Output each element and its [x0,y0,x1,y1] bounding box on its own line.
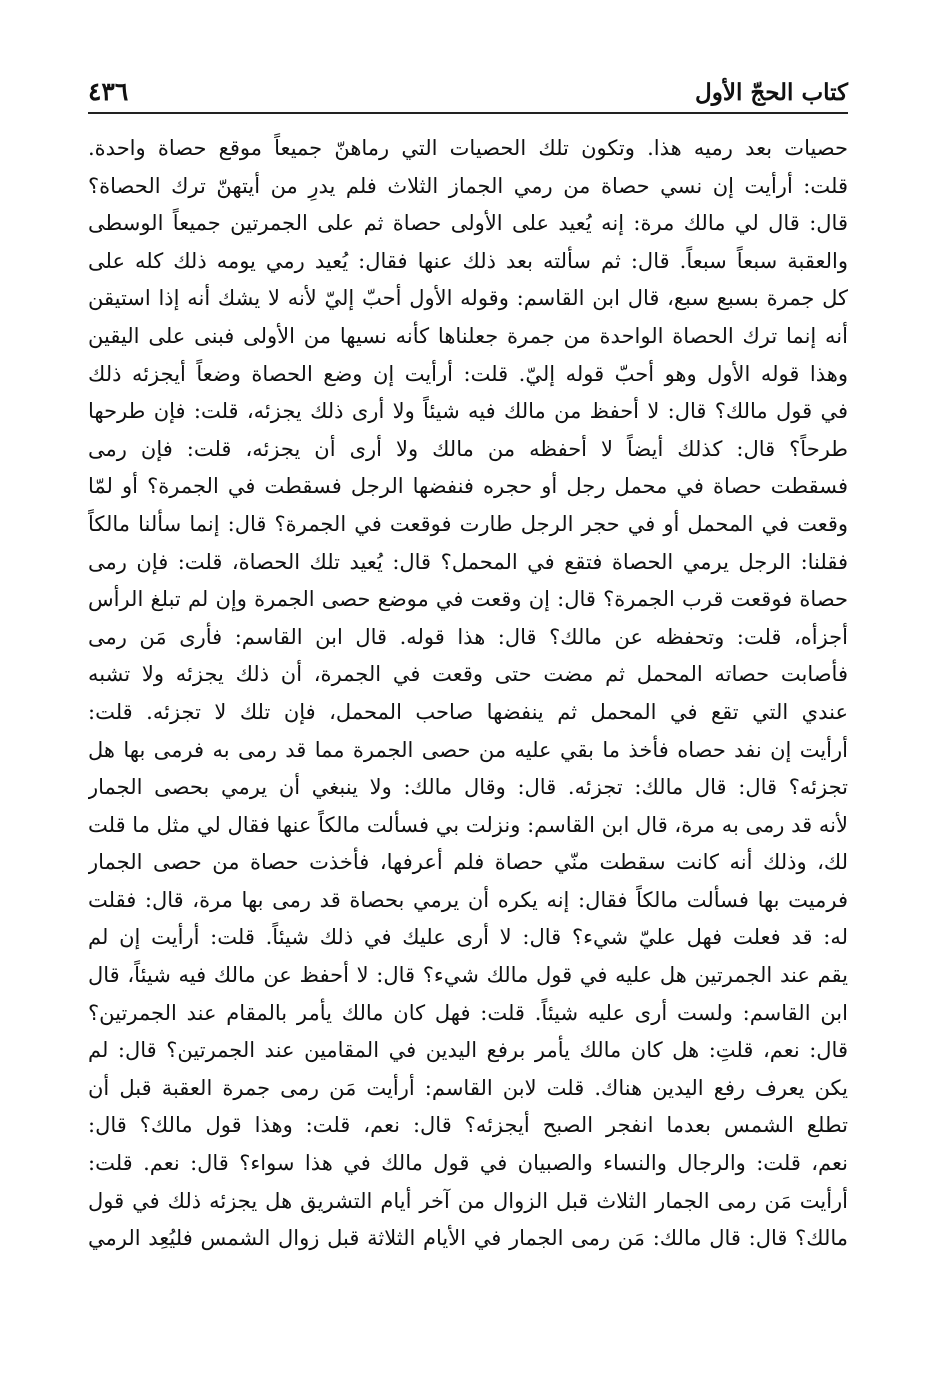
page-number: ٤٣٦ [88,77,129,106]
text-line: فأصابت حصاته المحمل ثم مضت حتى وقعت في الجمرة، أن ذلك يجزئه ولا تشبه [88,662,848,687]
text-line: قلت: أرأيت إن نسي حصاة من رمي الجماز الثلاث فلم يدرِ من أيتهنّ ترك الحصاة؟ [88,173,848,198]
text-line: كل جمرة بسبع سبع، قال ابن القاسم: وقوله الأول أحبّ إليّ لأنه لا يشك أنه إذا استيقن [88,286,848,311]
text-line: لك، وذلك أنه كانت سقطت منّي حصاة فلم أعرفها، فأخذت حصاة من حصى الجمار [88,850,848,875]
text-line: يكن يعرف رفع اليدين هناك. قلت لابن القاسم: أرأيت مَن رمى جمرة العقبة قبل أن [88,1075,848,1100]
text-line: فرميت بها فسألت مالكاً فقال: إنه يكره أن يرمي بحصاة قد رمى بها مرة، قال: فقلت [88,887,848,912]
text-line: وهذا قوله الأول وهو أحبّ قوله إليّ. قلت: أرأيت إن وضع الحصاة وضعاً أيجزئه ذلك [88,361,848,386]
text-line: في قول مالك؟ قال: لا أحفظ من مالك فيه شيئاً ولا أرى ذلك يجزئه، قلت: فإن طرحها [88,399,848,424]
text-line: قال: قال لي مالك مرة: إنه يُعيد على الأولى حصاة ثم على الجمرتين جميعاً الوسطى [88,211,848,236]
text-line: أرأيت إن نفد حصاه فأخذ ما بقي عليه من حصى الجمرة مما قد رمى به فرمى بها هل [88,737,848,762]
text-line: والعقبة سبعاً سبعاً. قال: ثم سألته بعد ذلك عنها فقال: يُعيد رمي يومه ذلك كله على [88,248,848,273]
text-line: قال: نعم، قلتِ: هل كان مالك يأمر برفع اليدين في المقامين عند الجمرتين؟ قال: لم [88,1038,848,1063]
text-line: وقعت في المحمل أو في حجر الرجل طارت فوقعت في الجمرة؟ قال: إنما سألنا مالكاً [88,511,848,536]
text-line: حصيات بعد رميه هذا. وتكون تلك الحصيات التي رماهنّ جميعاً موقع حصاة واحدة. [88,136,848,160]
text-line: طرحاً؟ قال: كذلك أيضاً لا أحفظه من مالك ولا أرى أن يجزئه، قلت: فإن رمى [88,436,848,461]
text-line: لأنه قد رمى به مرة، قال ابن القاسم: ونزلت بي فسألت مالكاً عنها فقال لي مثل ما قلت [88,812,848,837]
text-line: فسقطت حصاة في محمل رجل أو حجره فنفضها الرجل فسقطت في الجمرة؟ أو لمّا [88,474,848,499]
header-divider [88,112,848,114]
text-line: أرأيت مَن رمى الجمار الثلاث قبل الزوال من آخر أيام التشريق هل يجزئه ذلك في قول [88,1188,848,1213]
text-line: أنه إنما ترك الحصاة الواحدة من جمرة جعلناها كأنه نسيها من الأولى فبنى على اليقين [88,323,848,348]
text-line: عندي التي تقع في المحمل ثم ينفضها صاحب المحمل، فإن تلك لا تجزئه. قلت: [88,699,848,724]
book-title: كتاب الحجّ الأول [695,79,848,106]
text-line: حصاة فوقعت قرب الجمرة؟ قال: إن وقعت في موضع حصى الجمرة وإن لم تبلغ الرأس [88,587,848,612]
text-line: له: قد فعلت فهل عليّ شيء؟ قال: لا أرى عليك في ذلك شيئاً. قلت: أرأيت إن لم [88,925,848,950]
text-line: تطلع الشمس بعدما انفجر الصبح أيجزئه؟ قال: نعم، قلت: وهذا قول مالك؟ قال: [88,1113,848,1138]
text-line: أجزأه، قلت: وتحفظه عن مالك؟ قال: هذا قوله. قال ابن القاسم: فأرى مَن رمى [88,624,848,649]
text-line: نعم، قلت: والرجال والنساء والصبيان في قول مالك في هذا سواء؟ قال: نعم. قلت: [88,1151,848,1176]
running-header [88,70,848,104]
text-line: تجزئه؟ قال: قال مالك: تجزئه. قال: وقال مالك: ولا ينبغي أن يرمي بحصى الجمار [88,775,848,800]
body-text [88,130,848,1258]
text-line: ابن القاسم: ولست أرى عليه شيئاً. قلت: فهل كان مالك يأمر بالمقام عند الجمرتين؟ [88,1000,848,1025]
text-line: مالك؟ قال: قال مالك: مَن رمى الجمار في الأيام الثلاثة قبل زوال الشمس فليُعِد الرمي [88,1226,848,1251]
text-line: فقلنا: الرجل يرمي الحصاة فتقع في المحمل؟ قال: يُعيد تلك الحصاة، قلت: فإن رمى [88,549,848,574]
text-line: يقم عند الجمرتين هل عليه في قول مالك شيء؟ قال: لا أحفظ عن مالك فيه شيئاً، قال [88,963,848,988]
